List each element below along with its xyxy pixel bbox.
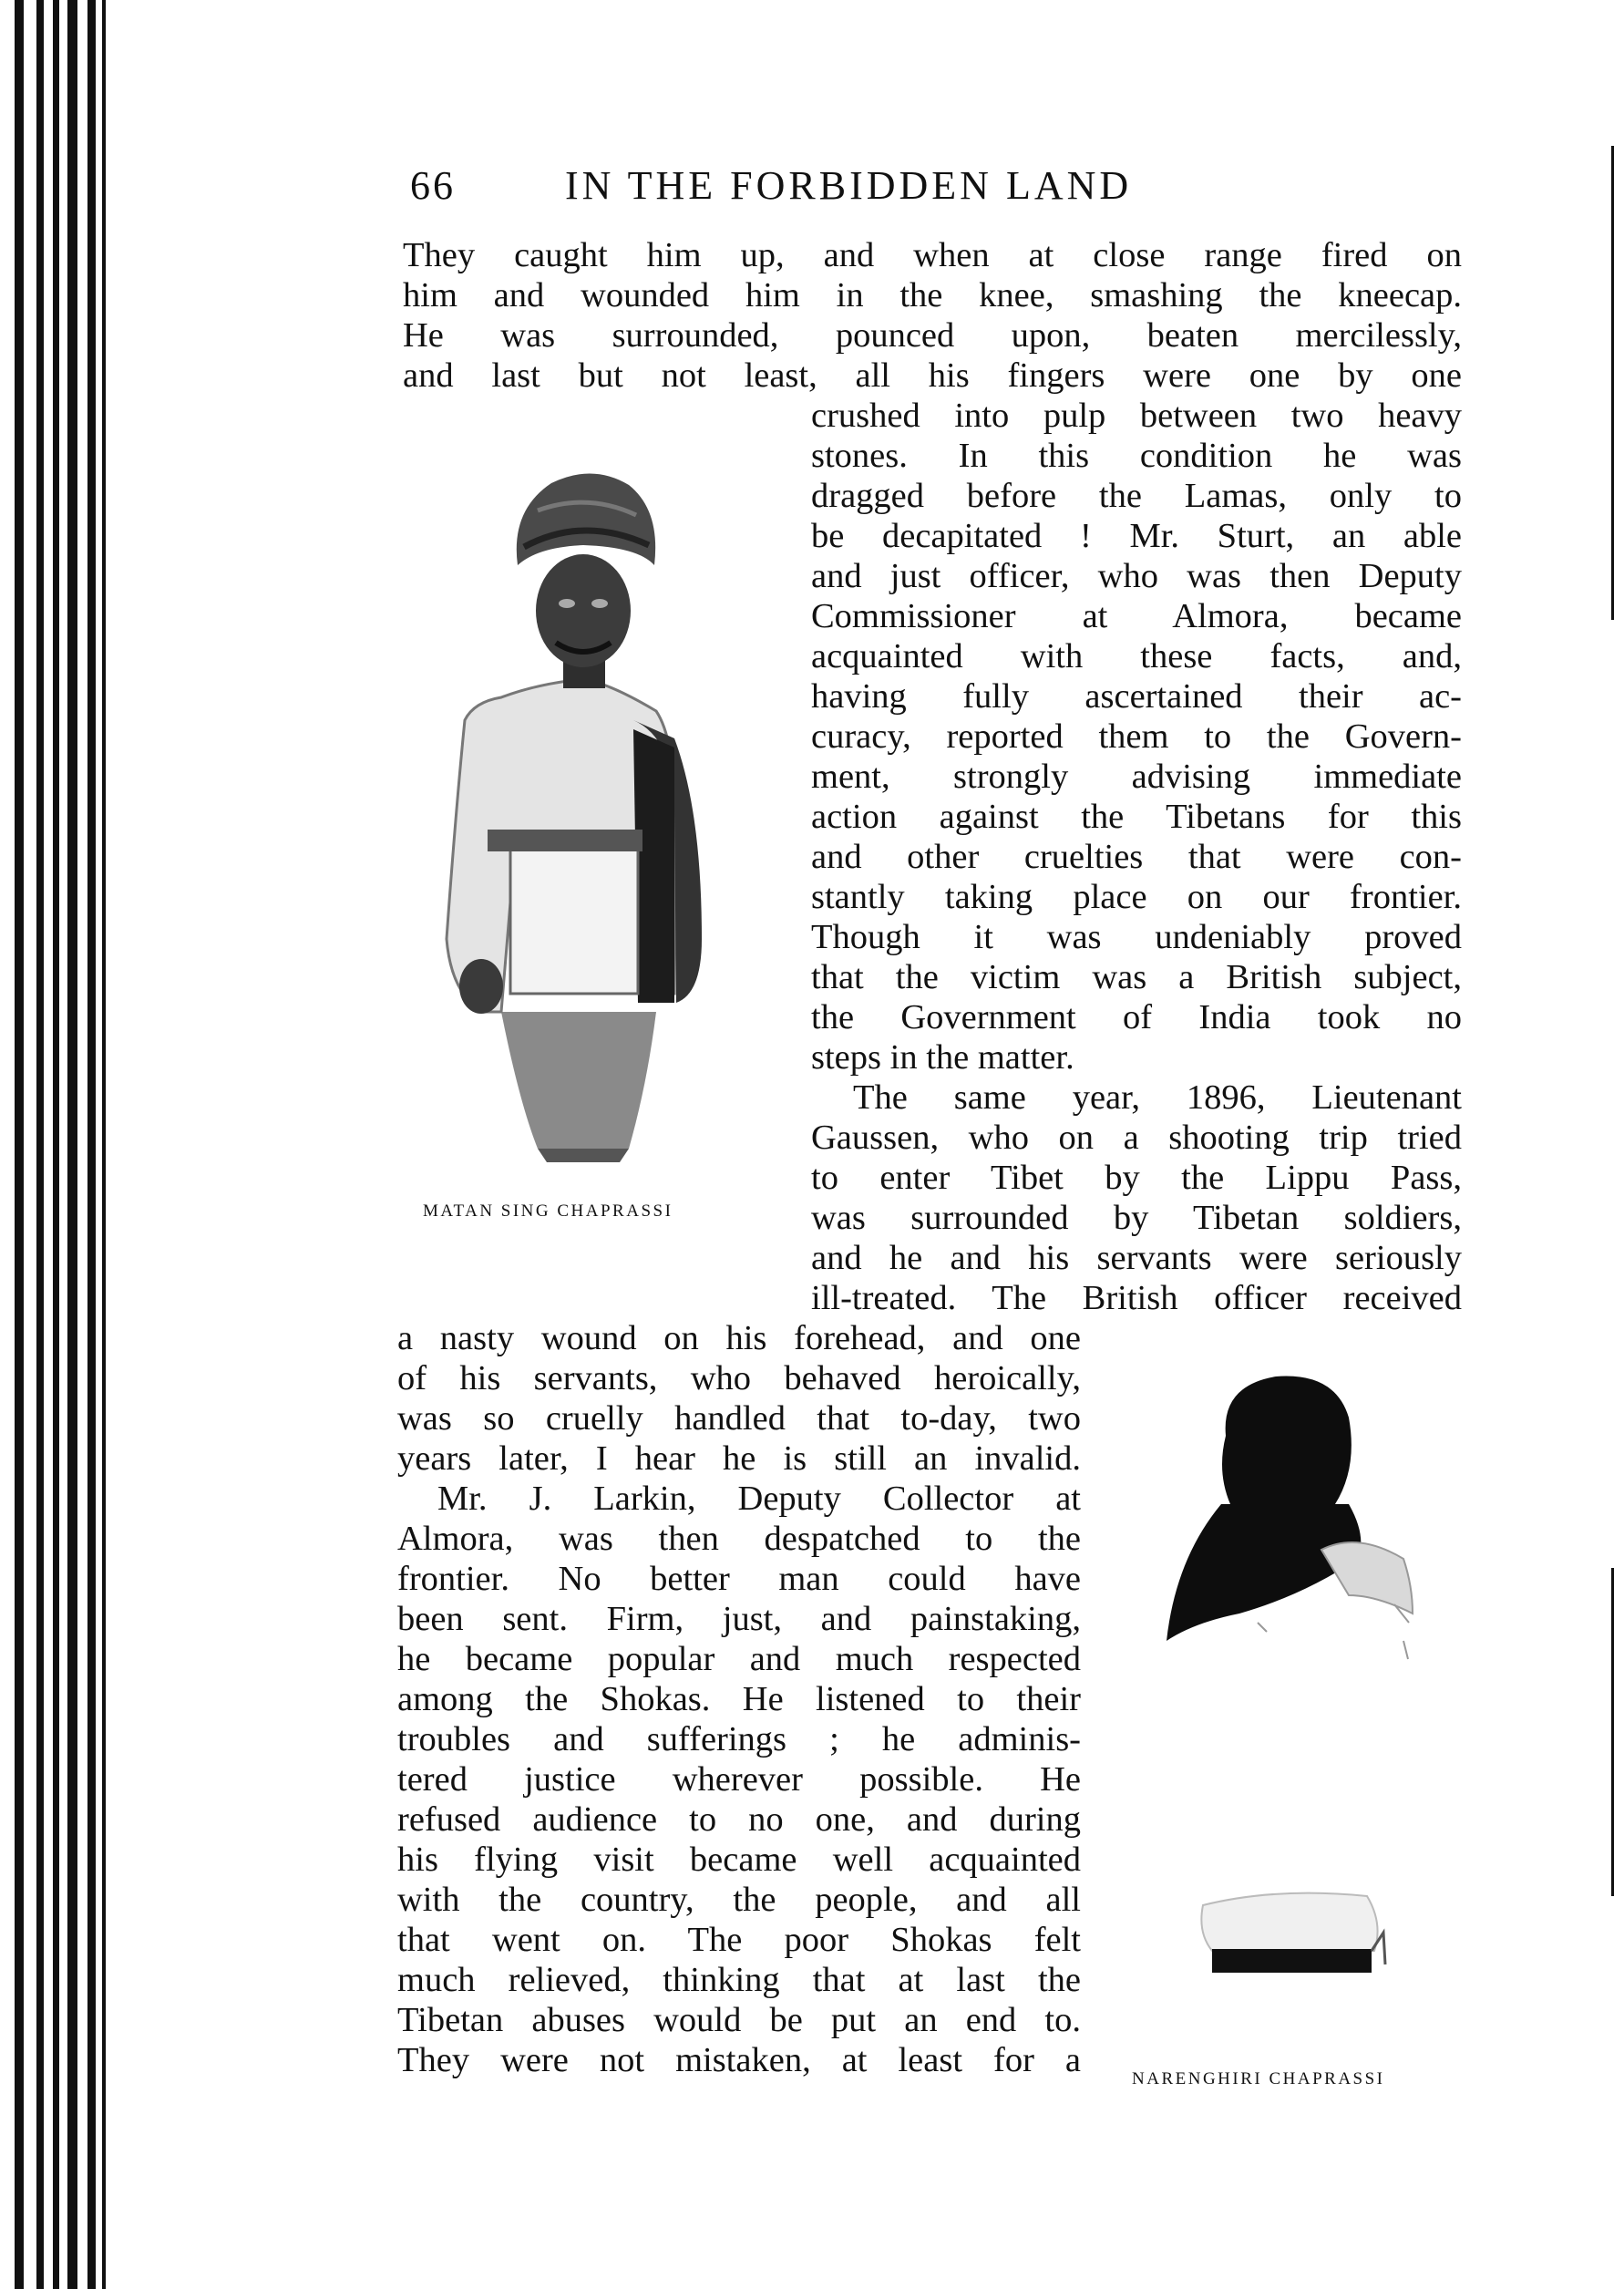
text-line: him and wounded him in the knee, smashing the kneecap. (403, 276, 1462, 314)
text-line: was so cruelly handled that to-day, two (397, 1399, 1081, 1438)
text-line: a nasty wound on his forehead, and one (397, 1319, 1081, 1357)
text-line: among the Shokas. He listened to their (397, 1680, 1081, 1718)
text-line: having fully ascertained their ac- (811, 677, 1462, 716)
text-line: stones. In this condition he was (811, 437, 1462, 475)
text-line: Tibetan abuses would be put an end to. (397, 2001, 1081, 2039)
photo-matan-sing-chaprassi (401, 428, 766, 1167)
text-line: tered justice wherever possible. He (397, 1760, 1081, 1799)
text-line: Though it was undeniably proved (811, 918, 1462, 956)
text-line: and just officer, who was then Deputy (811, 557, 1462, 595)
text-line: The same year, 1896, Lieutenant (853, 1078, 1462, 1117)
text-line: Commissioner at Almora, became (811, 597, 1462, 635)
text-line: He was surrounded, pounced upon, beaten mercilessly, (403, 316, 1462, 355)
text-line: to enter Tibet by the Lippu Pass, (811, 1159, 1462, 1197)
text-line: ment, strongly advising immediate (811, 758, 1462, 796)
text-line: curacy, reported them to the Govern- (811, 717, 1462, 756)
text-line: dragged before the Lamas, only to (811, 477, 1462, 515)
caption-photo-2: NARENGHIRI CHAPRASSI (1132, 2069, 1385, 2088)
text-line: stantly taking place on our frontier. (811, 878, 1462, 916)
text-line: and he and his servants were seriously (811, 1239, 1462, 1277)
text-line: Gaussen, who on a shooting trip tried (811, 1119, 1462, 1157)
book-binding-edge (0, 0, 118, 2289)
text-line: They were not mistaken, at least for a (397, 2041, 1081, 2079)
text-line: that went on. The poor Shokas felt (397, 1921, 1081, 1959)
text-line: refused audience to no one, and during (397, 1800, 1081, 1839)
text-line: troubles and sufferings ; he adminis- (397, 1720, 1081, 1758)
text-line: crushed into pulp between two heavy (811, 397, 1462, 435)
running-title: IN THE FORBIDDEN LAND (565, 163, 1133, 208)
text-line: action against the Tibetans for this (811, 798, 1462, 836)
page-number: 66 (410, 163, 456, 208)
text-line: with the country, the people, and all (397, 1881, 1081, 1919)
caption-photo-1: MATAN SING CHAPRASSI (423, 1201, 673, 1221)
text-line: his flying visit became well acquainted (397, 1840, 1081, 1879)
text-line: They caught him up, and when at close range fired on (403, 236, 1462, 274)
page-header (401, 162, 1467, 217)
portrait-figure-icon (447, 473, 702, 1162)
text-line: Mr. J. Larkin, Deputy Collector at (437, 1480, 1081, 1518)
silhouette-figure-icon (1167, 1376, 1413, 1973)
text-line: steps in the matter. (811, 1038, 1074, 1077)
text-line: Almora, was then despatched to the (397, 1520, 1081, 1558)
text-line: be decapitated ! Mr. Sturt, an able (811, 517, 1462, 555)
text-line: years later, I hear he is still an invalid. (397, 1439, 1081, 1478)
text-line: the Government of India took no (811, 998, 1462, 1036)
right-edge-mark (1611, 146, 1614, 620)
text-line: of his servants, who behaved heroically, (397, 1359, 1081, 1397)
text-line: he became popular and much respected (397, 1640, 1081, 1678)
text-line: that the victim was a British subject, (811, 958, 1462, 996)
right-edge-mark (1611, 1568, 1614, 1896)
text-line: acquainted with these facts, and, (811, 637, 1462, 675)
text-line: much relieved, thinking that at last the (397, 1961, 1081, 1999)
text-line: ill-treated. The British officer received (811, 1279, 1462, 1317)
photo-narenghiri-chaprassi (1139, 1367, 1431, 2005)
text-line: was surrounded by Tibetan soldiers, (811, 1199, 1462, 1237)
text-line: been sent. Firm, just, and painstaking, (397, 1600, 1081, 1638)
text-line: and other cruelties that were con- (811, 838, 1462, 876)
text-line: frontier. No better man could have (397, 1560, 1081, 1598)
text-line: and last but not least, all his fingers were one by one (403, 356, 1462, 395)
